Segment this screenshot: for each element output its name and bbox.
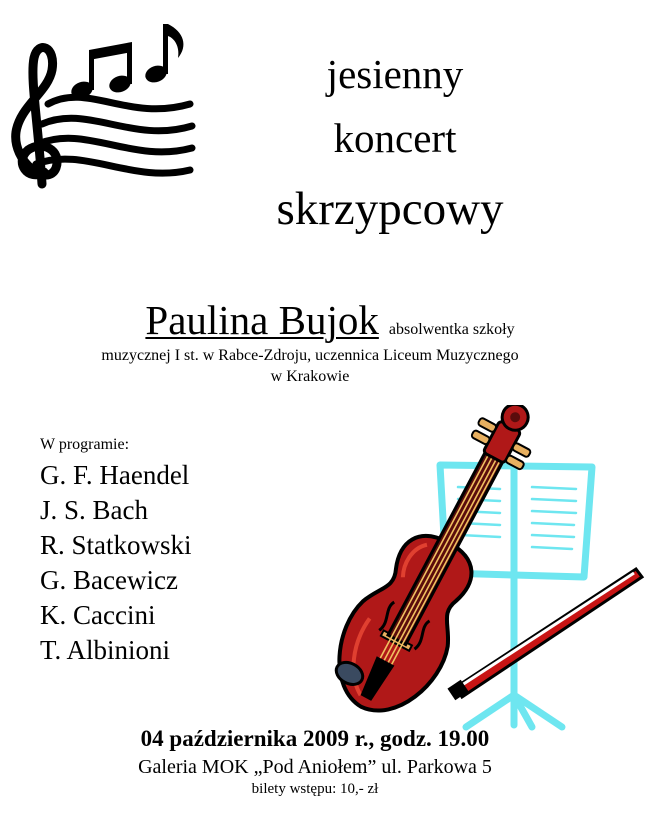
treble-clef-music-notes-icon [8,12,196,190]
program-list [40,458,192,668]
performer-description-2: muzycznej I st. w Rabce-Zdroju, uczennica Liceum Muzycznego [101,347,519,364]
program-heading: W programie: [40,436,130,453]
program-item: R. Statkowski [40,530,192,560]
program-item: G. F. Haendel [40,460,190,490]
event-venue: Galeria MOK „Pod Aniołem” ul. Parkowa 5 [138,756,492,778]
program-item: J. S. Bach [40,495,148,525]
title-line-1: jesienny [326,51,464,97]
title-line-3: skrzypcowy [276,183,504,235]
ticket-price: bilety wstępu: 10,- zł [251,781,379,797]
title-line-2: koncert [333,115,457,161]
event-date: 04 października 2009 r., godz. 19.00 [140,726,490,751]
performer-description-1: absolwentka szkoły [388,321,515,338]
violin-illustration [300,405,646,735]
performer-description-3: w Krakowie [270,368,350,385]
program-item: G. Bacewicz [40,565,178,595]
program-item: K. Caccini [40,600,156,630]
performer-name: Paulina Bujok [145,297,379,343]
performer-line [60,296,600,344]
program-item: T. Albinioni [40,635,171,665]
violin-bow-icon [447,569,642,700]
